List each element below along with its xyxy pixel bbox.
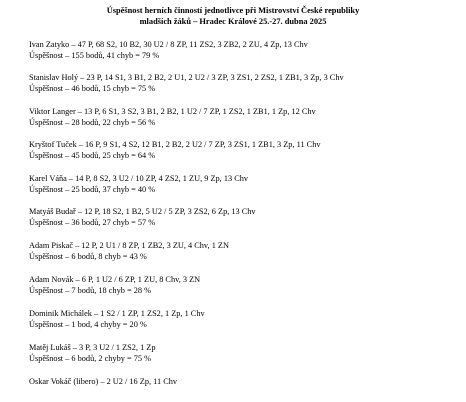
player-entry — [29, 377, 459, 388]
player-stats: Dominik Michálek – 1 S2 / 1 ZP, 1 ZS2, 1 Zp, 1 Chv — [29, 309, 205, 318]
player-stats: Oskar Vokáč (libero) – 2 U2 / 16 Zp, 11 Chv — [29, 377, 178, 386]
player-success: Úspěšnost – 45 bodů, 25 chyb = 64 % — [29, 150, 156, 160]
document-title: Úspěšnost herních činností jednotlivce při Mistrovství České republiky — [106, 6, 360, 15]
player-success: Úspěšnost – 1 bod, 4 chyby = 20 % — [29, 319, 147, 329]
player-success: Úspěšnost – 6 bodů, 2 chyby = 75 % — [29, 353, 151, 363]
player-entry — [29, 174, 459, 195]
player-stats: Matěj Lukáš – 3 P, 3 U2 / 1 ZS2, 1 Zp — [29, 343, 156, 352]
player-success: Úspěšnost – 36 bodů, 27 chyb = 57 % — [29, 217, 156, 227]
player-success: Úspěšnost – 155 bodů, 41 chyb = 79 % — [29, 50, 160, 60]
document-subtitle: mladších žáků – Hradec Králové 25.-27. dubna 2025 — [139, 17, 327, 26]
player-entry — [29, 107, 459, 128]
player-success: Úspěšnost – 25 bodů, 37 chyb = 40 % — [29, 184, 156, 194]
player-stats: Matyáš Budař – 12 P, 18 S2, 1 B2, 5 U2 / 5 ZP, 3 ZS2, 6 Zp, 13 Chv — [29, 207, 256, 216]
player-entry — [29, 40, 459, 61]
player-stats: Adam Novák – 6 P, 1 U2 / 6 ZP, 1 ZU, 8 Chv, 3 ZN — [29, 275, 201, 284]
player-entry — [29, 241, 459, 262]
player-entry — [29, 140, 459, 161]
player-entry — [29, 73, 459, 94]
player-entry — [29, 309, 459, 330]
player-stats: Kryštof Tuček – 16 P, 9 S1, 4 S2, 12 B1, 2 B2, 2 U2 / 7 ZP, 3 ZS1, 1 ZB1, 3 Zp, 11 Chv — [29, 140, 321, 149]
player-entry — [29, 207, 459, 228]
player-entry — [29, 343, 459, 364]
player-stats: Viktor Langer – 13 P, 6 S1, 3 S2, 3 B1, 2 B2, 1 U2 / 7 ZP, 1 ZS2, 1 ZB1, 1 Zp, 12 Chv — [29, 107, 316, 116]
player-success: Úspěšnost – 28 bodů, 22 chyb = 56 % — [29, 117, 156, 127]
player-stats: Stanislav Holý – 23 P, 14 S1, 3 B1, 2 B2, 2 U1, 2 U2 / 3 ZP, 3 ZS1, 2 ZS2, 1 ZB1, 3 Zp, 3 Chv — [29, 73, 344, 82]
player-success: Úspěšnost – 46 bodů, 15 chyb = 75 % — [29, 83, 156, 93]
player-stats: Ivan Zatyko – 47 P, 68 S2, 10 B2, 30 U2 / 8 ZP, 11 ZS2, 3 ZB2, 2 ZU, 4 Zp, 13 Chv — [29, 40, 308, 49]
player-entry — [29, 275, 459, 296]
player-success: Úspěšnost – 6 bodů, 8 chyb = 43 % — [29, 251, 147, 261]
player-stats: Karel Váňa – 14 P, 8 S2, 3 U2 / 10 ZP, 4 ZS2, 1 ZU, 9 Zp, 13 Chv — [29, 174, 249, 183]
player-success: Úspěšnost – 7 bodů, 18 chyb = 28 % — [29, 285, 151, 295]
player-stats: Adam Piskač – 12 P, 2 U1 / 8 ZP, 1 ZB2, 3 ZU, 4 Chv, 1 ZN — [29, 241, 229, 250]
